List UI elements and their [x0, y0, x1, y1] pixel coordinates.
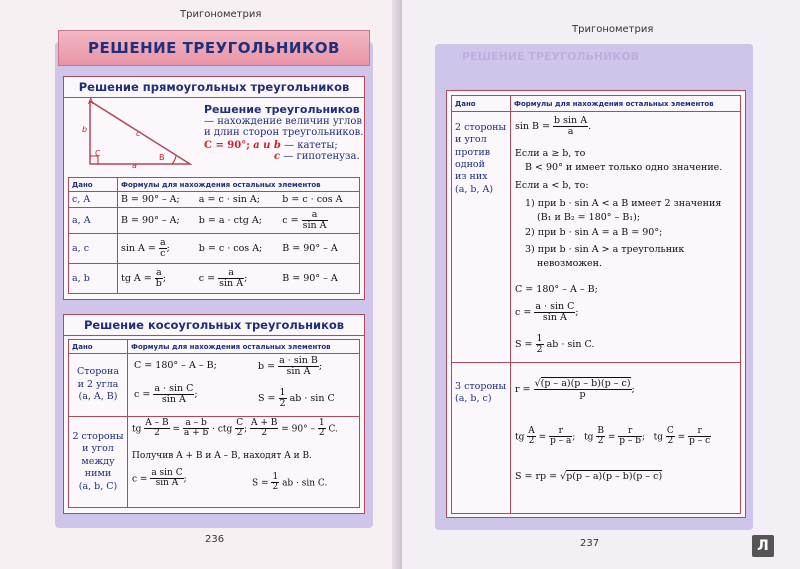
- given-cell: [69, 354, 128, 417]
- denominator: a + b: [183, 428, 209, 439]
- fraction: [302, 210, 328, 231]
- head-given: Дано: [452, 96, 511, 112]
- given-cell: a, A: [69, 208, 118, 234]
- denominator: a: [567, 125, 574, 137]
- fraction: [218, 268, 244, 289]
- formula-text: S =: [252, 478, 269, 489]
- formula-text: 3) при b · sin A > a треугольник: [525, 244, 685, 255]
- formula-text: ;: [575, 306, 579, 318]
- denominator: 2: [597, 436, 604, 447]
- formula-text: B < 90° и имеет только одно значение.: [525, 162, 723, 173]
- ghost-title: РЕШЕНИЕ ТРЕУГОЛЬНИКОВ: [462, 50, 640, 63]
- radicand: p(p – a)(p – b)(p – c): [566, 471, 663, 482]
- denominator: p: [579, 388, 586, 400]
- table-row: [69, 234, 360, 264]
- publisher-logo-icon: Л: [752, 535, 774, 557]
- given-cell: [452, 363, 511, 514]
- head-given: Дано: [69, 178, 118, 192]
- formula-text: (B₁ и B₂ = 180° – B₁);: [537, 212, 641, 223]
- formula-text: ;: [162, 273, 167, 284]
- formula-cell: b = a · ctg A;: [196, 208, 279, 234]
- vertex-a-label: A: [88, 97, 94, 106]
- side-c-label: c: [136, 129, 141, 138]
- numerator: a · sin C: [154, 383, 194, 394]
- numerator: √(p – a)(p – b)(p – c): [534, 378, 631, 389]
- formula-text: r =: [515, 383, 531, 395]
- right-triangles-panel: [63, 76, 365, 300]
- formula-text: 1) при b · sin A < a B имеет 2 значения: [525, 198, 722, 209]
- formula-cell: b = c · cos A: [279, 192, 359, 208]
- head-given: Дано: [69, 340, 128, 354]
- denominator: 2: [261, 428, 268, 439]
- formula-text: S = rp =: [515, 471, 558, 482]
- formula-text: ab · sin C.: [282, 478, 328, 489]
- head-formulas: Формулы для нахождения остальных элементов: [118, 178, 360, 192]
- right-triangles-title: Решение прямоугольных треугольников: [64, 77, 364, 98]
- radicand: (p – a)(p – b)(p – c): [540, 378, 631, 389]
- formula-text: ;: [183, 474, 187, 485]
- numerator: A + B: [251, 418, 278, 428]
- given-line: (a, b, c): [455, 393, 492, 405]
- numerator: B: [597, 426, 604, 436]
- cond-legs-text: — катеты;: [284, 140, 338, 151]
- table-row: [452, 112, 741, 363]
- running-head-left: Тригонометрия: [180, 9, 262, 20]
- formula-text: 2) при b · sin A = a B = 90°;: [525, 227, 663, 238]
- denominator: 2: [154, 428, 160, 439]
- head-formulas: Формулы для нахождения остальных элементов: [511, 96, 741, 112]
- formula-text: tg A =: [121, 273, 152, 284]
- given-cell: a, c: [69, 234, 118, 264]
- formula-text: S =: [515, 338, 533, 350]
- right-table: [451, 95, 741, 514]
- formula-cell: r = $\frac{√(p - a)(p - b)(p - c)}{p}$ ; tg $\frac{A}{2}$ = $\frac{r}{p - a}$ ; tg $\frac{B}{2}$ = $\frac{r}{p - b}$ ; tg $\frac{C}{2}$ = $\frac{r}{p - c}$ S = rp = √p(p – a)(p – b)(p – c): [511, 363, 741, 514]
- numerator: 1: [272, 472, 279, 482]
- formula-text: c =: [198, 273, 216, 284]
- denominator: sin A: [219, 278, 244, 289]
- oblique-triangles-panel: [63, 314, 365, 514]
- formula-text: C.: [328, 424, 338, 435]
- table-row: [69, 192, 360, 208]
- cond-legs: a и b: [253, 140, 281, 151]
- numerator: a: [218, 268, 244, 279]
- denominator: 2: [272, 482, 279, 493]
- denominator: sin A: [542, 311, 567, 323]
- side-a-label: a: [132, 161, 137, 170]
- right-page: [402, 0, 800, 569]
- formula-text: =: [172, 424, 181, 435]
- formula-text: C = 180° – A – B;: [515, 284, 598, 295]
- desc-line-2: и длин сторон треугольников.: [204, 127, 364, 138]
- numerator: r: [688, 427, 711, 437]
- given-line: и угол: [455, 134, 487, 146]
- denominator: 2: [318, 428, 325, 439]
- numerator: a · sin B: [279, 355, 318, 366]
- numerator: 1: [536, 333, 543, 344]
- denominator: p – c: [689, 436, 711, 447]
- given-line: (a, A, B): [78, 391, 118, 403]
- formula-text: c =: [134, 388, 151, 400]
- given-line: 2 стороны: [72, 431, 124, 443]
- formula-cell: B = 90° – A: [279, 264, 359, 294]
- head-formulas: Формулы для нахождения остальных элементов: [128, 340, 360, 354]
- formula-text: Если a < b, то:: [515, 180, 589, 191]
- denominator: b: [155, 278, 162, 289]
- formula-text: sin B =: [515, 120, 551, 132]
- formula-text: ;: [194, 388, 198, 400]
- formula-text: =: [538, 432, 547, 443]
- numerator: a: [159, 237, 166, 249]
- denominator: p – a: [550, 436, 572, 447]
- numerator: A: [528, 426, 535, 436]
- formula-cell: [118, 234, 196, 264]
- formula-text: ;: [572, 432, 576, 443]
- denominator: 2: [536, 343, 543, 355]
- given-cell: a, b: [69, 264, 118, 294]
- numerator: A – B: [145, 418, 169, 428]
- cond-right-angle: C = 90°;: [204, 140, 250, 151]
- given-line: одной: [455, 159, 485, 171]
- given-cell: [69, 417, 128, 508]
- given-cell: c, A: [69, 192, 118, 208]
- right-desc: Решение треугольников — нахождение величин углов и длин сторон треугольников. C = 90°; a и b — катеты; c — гипотенуза.: [204, 103, 364, 162]
- formula-text: · ctg: [212, 424, 233, 435]
- table-row: [69, 208, 360, 234]
- oblique-triangles-title: Решение косоугольных треугольников: [64, 315, 364, 336]
- denominator: 2: [667, 436, 674, 447]
- given-line: (a, b, C): [78, 480, 118, 492]
- denominator: 2: [236, 428, 243, 439]
- fraction: [159, 238, 167, 259]
- denominator: c: [160, 248, 166, 259]
- numerator: a sin C: [151, 468, 183, 478]
- formula-text: tg: [515, 432, 525, 443]
- numerator: r: [618, 427, 642, 437]
- numerator: C: [236, 418, 244, 428]
- formula-text: ;: [166, 243, 170, 254]
- formula-text: ;: [244, 424, 248, 435]
- formula-text: C = 180° – A – B;: [134, 360, 217, 371]
- formula-cell: [279, 208, 359, 234]
- formula-cell: B = 90° – A;: [118, 208, 196, 234]
- formula-text: ab · sin C: [289, 392, 335, 404]
- formula-text: b =: [258, 360, 276, 372]
- given-cell: [452, 112, 511, 363]
- given-line: против: [455, 146, 491, 158]
- given-line: между: [81, 455, 115, 467]
- denominator: 2: [528, 436, 535, 447]
- formula-text: ;: [244, 273, 248, 284]
- formula-text: =: [607, 432, 616, 443]
- formula-text: ;: [642, 432, 646, 443]
- vertex-c-label: C: [95, 149, 101, 158]
- formula-cell: [118, 264, 196, 294]
- formula-cell: [511, 112, 741, 363]
- table-row: [69, 417, 360, 508]
- formula-text: невозможен.: [537, 258, 603, 269]
- desc-line-1: нахождение величин углов: [217, 116, 362, 127]
- formula-cell: B = 90° – A: [279, 234, 359, 264]
- denominator: sin A: [155, 478, 179, 489]
- given-line: и угол: [82, 443, 114, 455]
- numerator: a: [302, 210, 328, 221]
- main-title: РЕШЕНИЕ ТРЕУГОЛЬНИКОВ: [58, 30, 370, 66]
- formula-text: S =: [258, 392, 276, 404]
- formula-text: .: [588, 120, 592, 132]
- oblique-table: [68, 339, 360, 508]
- numerator: 1: [279, 387, 286, 398]
- side-b-label: b: [82, 125, 88, 134]
- cond-hyp-text: — гипотенуза.: [283, 151, 360, 162]
- vertex-b-label: B: [159, 153, 165, 162]
- numerator: C: [666, 426, 674, 436]
- denominator: sin A: [161, 393, 186, 405]
- running-head-right: Тригонометрия: [572, 24, 654, 35]
- table-row: [69, 354, 360, 417]
- denominator: p – b: [619, 436, 641, 447]
- formula-text: sin A =: [121, 243, 156, 254]
- numerator: a – b: [183, 419, 209, 429]
- formula-cell: B = 90° – A;: [118, 192, 196, 208]
- table-row: [452, 363, 741, 514]
- formula-text: = 90° –: [281, 424, 315, 435]
- numerator: 1: [318, 418, 325, 428]
- given-line: и 2 угла: [77, 378, 119, 390]
- denominator: 2: [279, 397, 286, 409]
- formula-cell: b = c · cos A;: [196, 234, 279, 264]
- formula-text: c =: [132, 474, 148, 485]
- formula-cell: a = c · sin A;: [196, 192, 279, 208]
- table-row: [69, 264, 360, 294]
- fraction: [155, 268, 163, 289]
- page-number-left: 236: [205, 534, 225, 545]
- formula-text: tg: [132, 424, 142, 435]
- given-line: Сторона: [76, 366, 120, 378]
- formula-cell: [128, 354, 360, 417]
- formula-text: ab · sin C.: [546, 338, 595, 350]
- given-line: из них: [455, 171, 488, 183]
- right-triangles-table: [68, 177, 360, 294]
- formula-text: =: [677, 432, 686, 443]
- numerator: b sin A: [554, 115, 588, 126]
- numerator: a: [156, 267, 162, 279]
- formula-text: ;: [318, 360, 323, 372]
- formula-text: ;: [631, 383, 635, 395]
- formula-text: Если a ≥ b, то: [515, 148, 586, 159]
- numerator: a · sin C: [535, 301, 575, 312]
- page-number-right: 237: [580, 538, 600, 549]
- given-line: 3 стороны: [455, 381, 507, 392]
- numerator: r: [549, 427, 572, 437]
- right-page-panel: [446, 90, 746, 518]
- formula-text: c =: [515, 306, 532, 318]
- desc-title: Решение треугольников: [204, 103, 360, 116]
- given-line: (a, b, A): [455, 183, 494, 195]
- formula-cell: [196, 264, 279, 294]
- formula-text: tg: [653, 432, 664, 443]
- formula-note: Получив A + B и A – B, находят A и B.: [132, 451, 312, 461]
- formula-text: c =: [282, 215, 299, 226]
- denominator: sin A: [286, 365, 311, 377]
- formula-cell: [128, 417, 360, 508]
- formula-text: tg: [584, 432, 594, 443]
- cond-hyp: c: [274, 151, 281, 162]
- given-line: ними: [84, 468, 112, 480]
- denominator: sin A: [302, 220, 327, 231]
- given-line: 2 стороны: [455, 122, 507, 133]
